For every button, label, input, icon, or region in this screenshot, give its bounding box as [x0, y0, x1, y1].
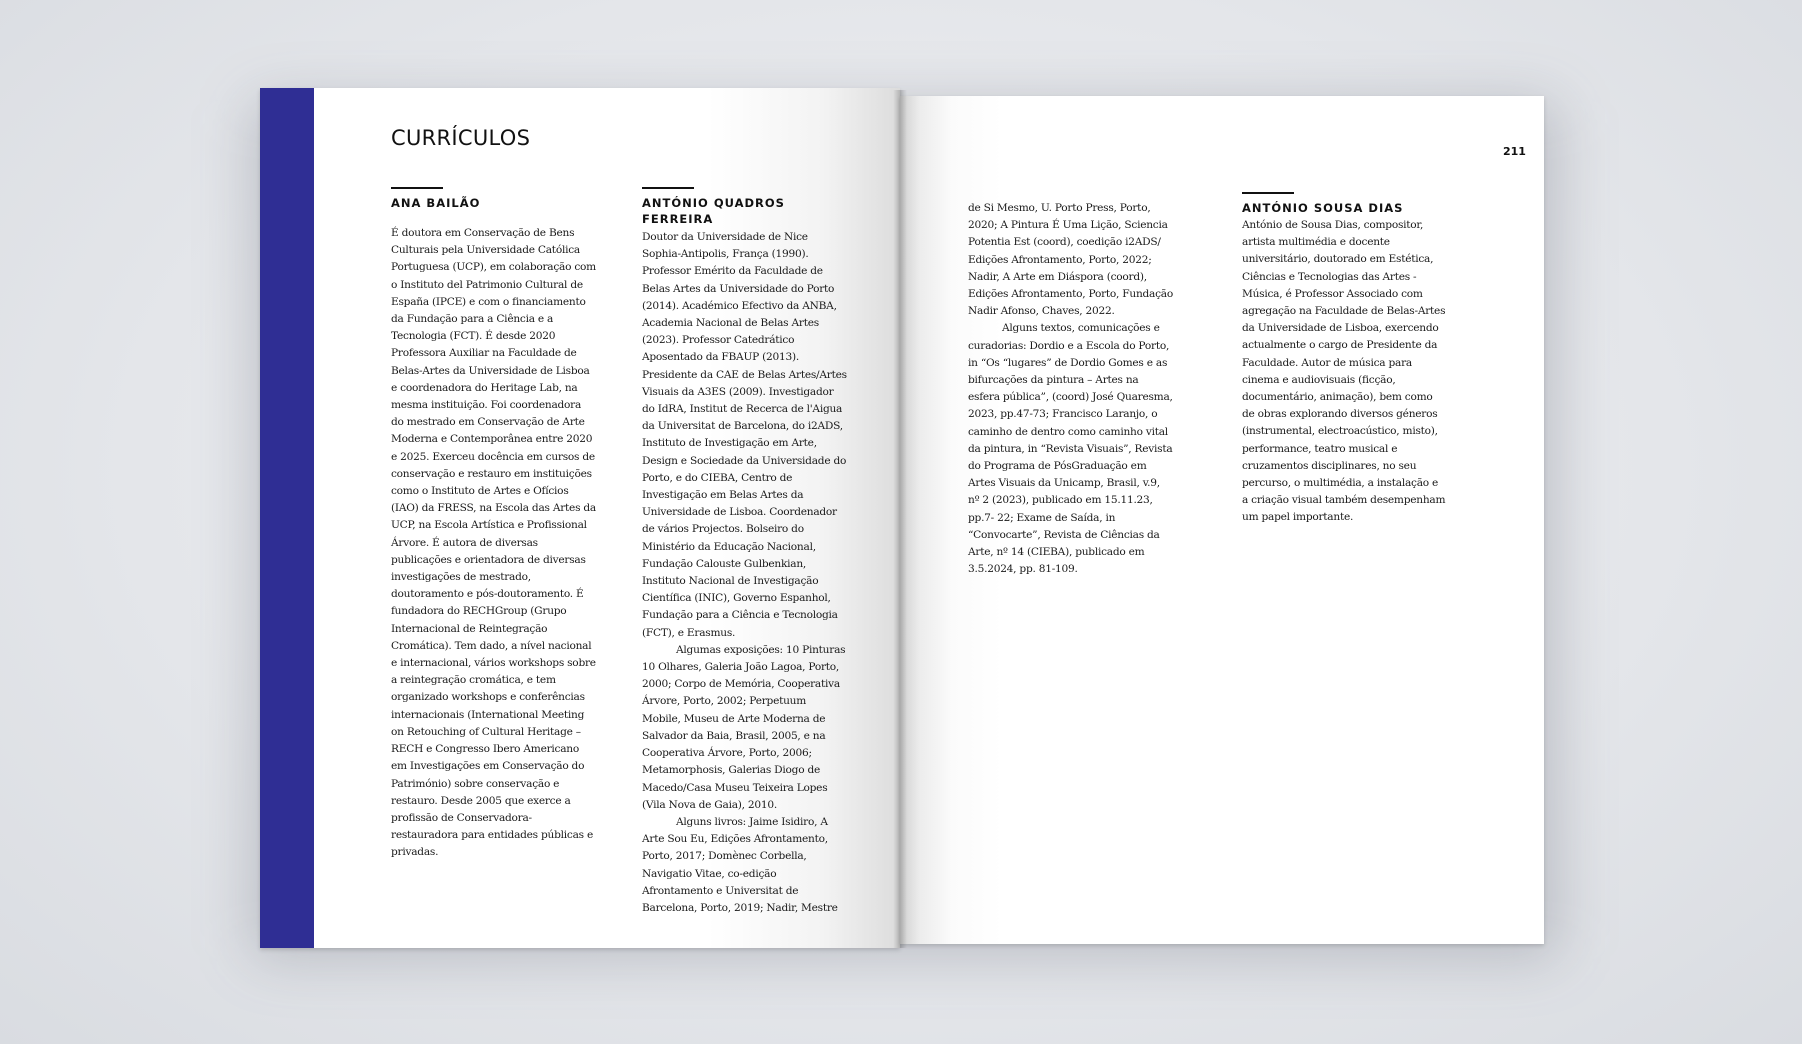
bio-name: ANTÓNIO SOUSA DIAS — [1242, 201, 1404, 215]
bio-column-ana-bailao — [391, 187, 596, 862]
bio-paragraph: Algumas exposições: 10 Pinturas 10 Olhares, Galeria João Lagoa, Porto, 2000; Corpo de Memória, Cooperativa Árvore, Porto, 2002; Perpetuum Mobile, Museu de Arte Moderna de Salvador da Baia, Brasil, 2005, e na Cooperativa Árvore, Porto, 2006; Metamorphosis, Galerias Diogo de Macedo/Casa Museu Teixeira Lopes (Vila Nova de Gaia), 2010. — [642, 643, 846, 811]
bio-text — [1242, 217, 1447, 527]
bio-paragraph: É doutora em Conservação de Bens Culturais pela Universidade Católica Portuguesa (UCP), em colaboração com o Instituto del Patrimonio Cultural de España (IPCE) e com o financiamento da Fundação para a Ciência e a Tecnologia (FCT). É desde 2020 Professora Auxiliar na Faculdade de Belas-Artes da Universidade de Lisboa e coordenadora do Heritage Lab, na mesma instituição. Foi coordenadora do mestrado em Conservação de Arte Moderna e Contemporânea entre 2020 e 2025. Exerceu docência em cursos de conservação e restauro em instituições como o Instituto de Artes e Ofícios (IAO) da FRESS, na Escola das Artes da UCP, na Escola Artística e Profissional Árvore. É autora de diversas publicações e orientadora de diversas investigações de mestrado, doutoramento e pós-doutoramento. É fundadora do RECHGroup (Grupo Internacional de Reintegração Cromática). Tem dado, a nível nacional e internacional, vários workshops sobre a reintegração cromática, e tem organizado workshops e conferências internacionais (International Meeting on Retouching of Cultural Heritage – RECH e Congresso Ibero Americano em Investigações em Conservação do Património) sobre conservação e restauro. Desde 2005 que exerce a profissão de Conservadora-restauradora para entidades públicas e privadas. — [391, 227, 596, 859]
bio-paragraph: Alguns textos, comunicações e curadorias: Dordio e a Escola do Porto, in “Os “lugares” de Dordio Gomes e as bifurcações da pintura – Artes na esfera pública”, (coord) José Quaresma, 2023, pp.47-73; Francisco Laranjo, o caminho de dentro como caminho vital da pintura, in “Revista Visuais”, Revista do Programa de PósGraduação em Artes Visuais da Unicamp, Brasil, v.9, nº 2 (2023), publicado em 15.11.23, pp.7- 22; Exame de Saída, in “Convocarte”, Revista de Ciências da Arte, nº 14 (CIEBA), publicado em 3.5.2024, pp. 81-109. — [968, 322, 1173, 576]
bio-text — [391, 225, 596, 862]
blue-spine-band — [260, 88, 314, 948]
section-title: CURRÍCULOS — [391, 126, 531, 150]
bio-text — [642, 229, 847, 917]
bio-text — [968, 200, 1173, 578]
bio-paragraph: Alguns livros: Jaime Isidiro, A Arte Sou Eu, Edições Afrontamento, Porto, 2017; Domènec Corbella, Navigatio Vitae, co-edição Afrontamento e Universitat de Barcelona, Porto, 2019; Nadir, Mestre — [642, 815, 838, 914]
name-rule — [642, 187, 694, 189]
name-rule — [1242, 192, 1294, 194]
bio-column-antonio-quadros-ferreira — [642, 187, 847, 917]
book-gutter — [893, 90, 907, 948]
bio-paragraph: Doutor da Universidade de Nice Sophia-Antipolis, França (1990). Professor Emérito da Faculdade de Belas Artes da Universidade do Porto (2014). Académico Efectivo da ANBA, Academia Nacional de Belas Artes (2023). Professor Catedrático Aposentado da FBAUP (2013). Presidente da CAE de Belas Artes/Artes Visuais da A3ES (2009). Investigador do IdRA, Institut de Recerca de l'Aigua da Universitat de Barcelona, do i2ADS, Instituto de Investigação em Arte, Design e Sociedade da Universidade do Porto, e do CIEBA, Centro de Investigação em Belas Artes da Universidade de Lisboa. Coordenador de vários Projectos. Bolseiro do Ministério da Educação Nacional, Fundação Calouste Gulbenkian, Instituto Nacional de Investigação Científica (INIC), Governo Espanhol, Fundação para a Ciência e Tecnologia (FCT), e Erasmus. — [642, 231, 847, 639]
bio-name: ANA BAILÃO — [391, 196, 481, 210]
bio-column-antonio-sousa-dias — [1242, 192, 1447, 527]
name-rule — [391, 187, 443, 189]
bio-paragraph: António de Sousa Dias, compositor, artista multimédia e docente universitário, doutorado em Estética, Ciências e Tecnologias das Artes - Música, é Professor Associado com agregação na Faculdade de Belas-Artes da Universidade de Lisboa, exercendo actualmente o cargo de Presidente da Faculdade. Autor de música para cinema e audiovisuais (ficção, documentário, animação), bem como de obras explorando diversos géneros (instrumental, electroacústico, misto), performance, teatro musical e cruzamentos disciplinares, no seu percurso, o multimédia, a instalação e a criação visual também desempenham um papel importante. — [1242, 219, 1446, 524]
bio-paragraph: de Si Mesmo, U. Porto Press, Porto, 2020; A Pintura É Uma Lição, Sciencia Potentia Est (coord), coedição i2ADS/ Edições Afrontamento, Porto, 2022; Nadir, A Arte em Diáspora (coord), Edições Afrontamento, Porto, Fundação Nadir Afonso, Chaves, 2022. — [968, 202, 1173, 318]
bio-name: ANTÓNIO QUADROS FERREIRA — [642, 196, 785, 226]
bio-column-continuation — [968, 200, 1173, 578]
page-number: 211 — [1503, 145, 1526, 158]
